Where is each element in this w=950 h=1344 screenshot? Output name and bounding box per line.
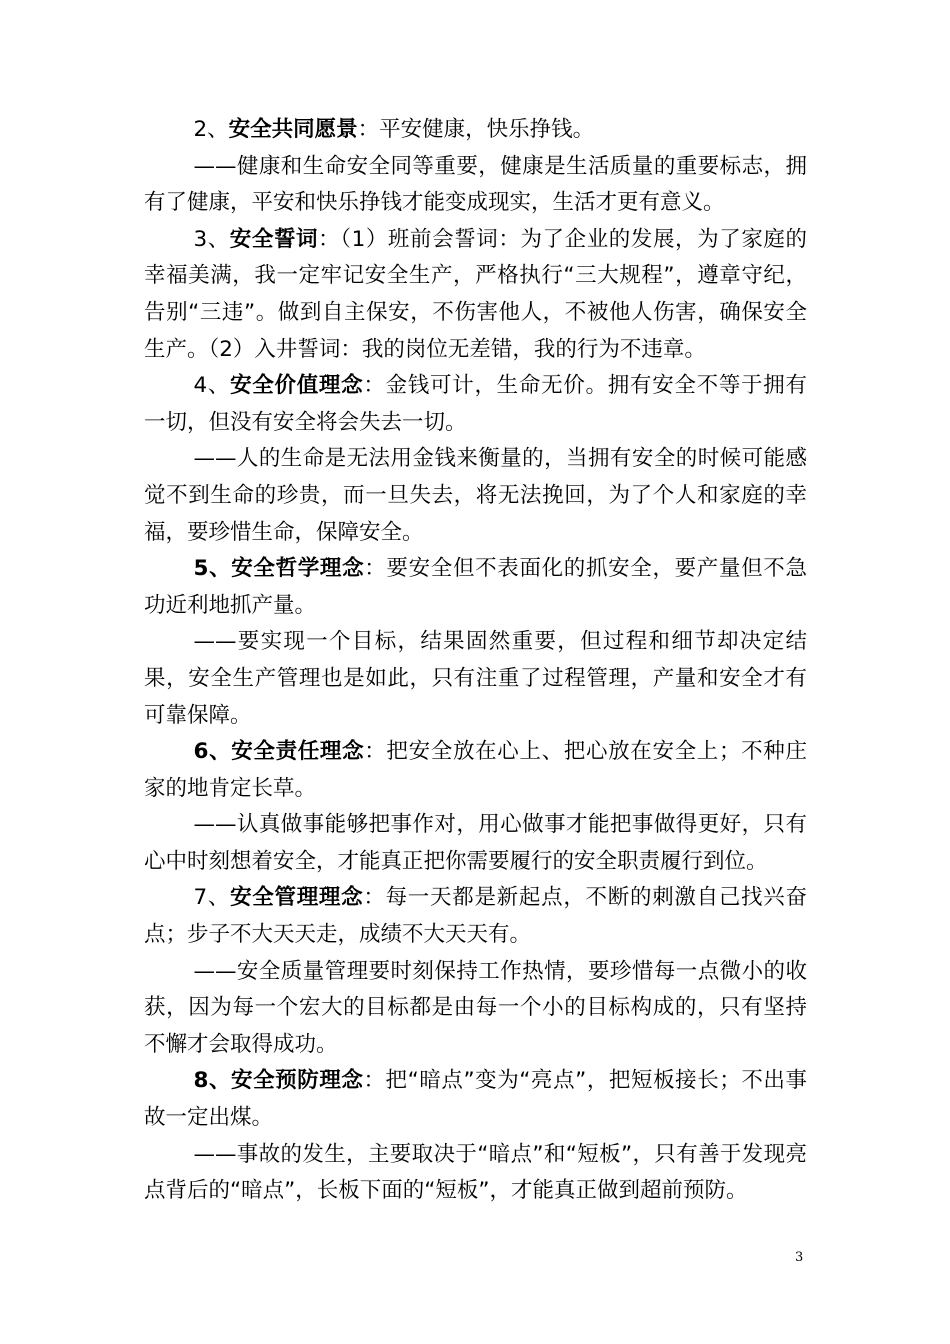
explanation-text: ——要实现一个目标，结果固然重要，但过程和细节却决定结果，安全生产管理也是如此，只有注重了过程管理，产量和安全才有可靠保障。 [144, 629, 807, 728]
explanation-text: ——人的生命是无法用金钱来衡量的，当拥有安全的时候可能感觉不到生命的珍贵，而一旦失去，将无法挽回，为了个人和家庭的幸福，要珍惜生命，保障安全。 [144, 446, 807, 545]
paragraph-prevention-explanation [144, 1137, 807, 1210]
item-heading: 安全哲学理念 [231, 556, 365, 582]
paragraph-oath [144, 222, 807, 368]
explanation-text: ——健康和生命安全同等重要，健康是生活质量的重要标志，拥有了健康，平安和快乐挣钱才能变成现实，生活才更有意义。 [144, 153, 807, 216]
item-heading: 安全共同愿景 [228, 117, 358, 142]
item-number: 8、 [193, 1068, 232, 1094]
paragraph-management-explanation [144, 954, 807, 1064]
paragraph-value [144, 368, 807, 441]
paragraph-philosophy [144, 551, 807, 624]
item-text: ：（1）班前会誓词：为了企业的发展，为了家庭的幸福美满，我一定牢记安全生产，严格执行“三大规程”，遵章守纪，告别“三违”。做到自主保安，不伤害他人，不被他人伤害，确保安全生产。（2）入井誓词：我的岗位无差错，我的行为不违章。 [144, 226, 807, 362]
page-number: 3 [795, 1250, 804, 1265]
document-body [144, 112, 807, 1210]
item-heading: 安全管理理念 [230, 885, 364, 911]
item-heading: 安全价值理念 [230, 373, 364, 399]
explanation-text: ——认真做事能够把事作对，用心做事才能把事做得更好，只有心中时刻想着安全，才能真正把你需要履行的安全职责履行到位。 [144, 812, 807, 874]
item-number: 2、 [193, 117, 229, 142]
item-text: ：把安全放在心上、把心放在安全上；不种庄家的地肯定长草。 [144, 739, 807, 801]
paragraph-responsibility-explanation [144, 807, 807, 880]
explanation-text: ——安全质量管理要时刻保持工作热情，要珍惜每一点微小的收获，因为每一个宏大的目标都是由每一个小的目标构成的，只有坚持不懈才会取得成功。 [144, 958, 807, 1057]
item-number: 5、 [193, 556, 232, 582]
item-number: 6、 [193, 739, 232, 765]
item-heading: 安全预防理念 [231, 1068, 364, 1094]
item-text: ：金钱可计，生命无价。拥有安全不等于拥有一切，但没有安全将会失去一切。 [144, 373, 807, 435]
explanation-text: ——事故的发生，主要取决于“暗点”和“短板”，只有善于发现亮点背后的“暗点”，长板下面的“短板”，才能真正做到超前预防。 [144, 1141, 807, 1204]
item-heading: 安全誓词 [229, 226, 319, 252]
item-heading: 安全责任理念 [231, 739, 365, 765]
paragraph-prevention [144, 1063, 807, 1136]
paragraph-responsibility [144, 734, 807, 807]
paragraph-management [144, 880, 807, 953]
item-number: 7、 [193, 885, 231, 911]
paragraph-value-explanation [144, 441, 807, 551]
paragraph-vision-explanation [144, 149, 807, 222]
item-number: 3、 [193, 226, 230, 252]
item-number: 4、 [193, 373, 231, 399]
paragraph-vision [144, 112, 807, 149]
item-text: ：把“暗点”变为“亮点”，把短板接长；不出事故一定出煤。 [144, 1068, 807, 1131]
item-text: ：平安健康，快乐挣钱。 [357, 117, 595, 142]
paragraph-philosophy-explanation [144, 624, 807, 734]
item-text: ：每一天都是新起点，不断的刺激自己找兴奋点；步子不大天天走，成绩不大天天有。 [144, 885, 807, 948]
item-text: ：要安全但不表面化的抓安全，要产量但不急功近利地抓产量。 [144, 556, 807, 618]
